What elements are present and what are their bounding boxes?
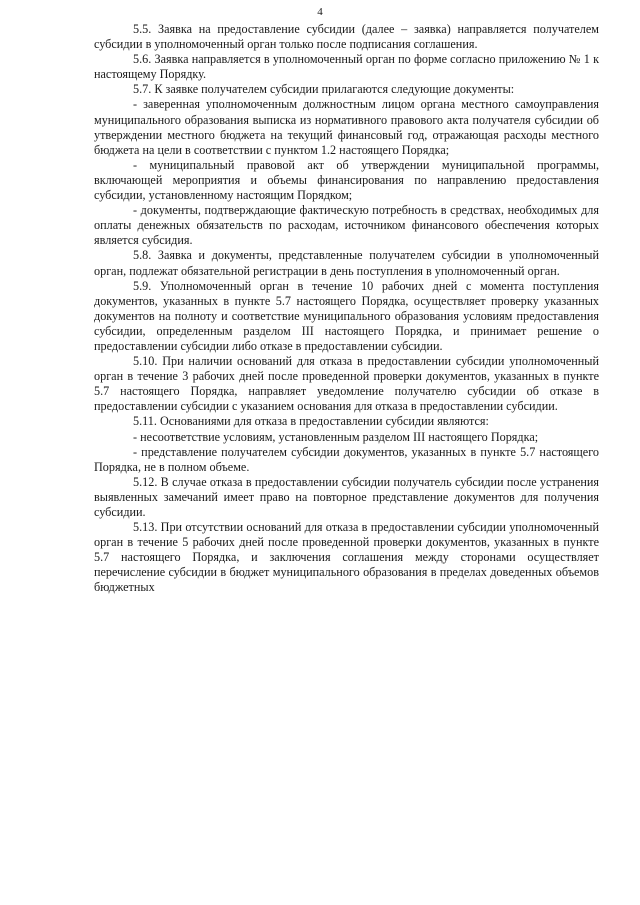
paragraph-5-9: 5.9. Уполномоченный орган в течение 10 рабочих дней с момента поступления документов, указанных в пункте 5.7 настоящего Порядка, осуществляет проверку указанных документов на полноту и соответствие муниципального образования условиям предоставления субсидии, определенным разделом III настоящего Порядка, и принимает решение о предоставлении субсидии либо отказе в предоставлении субсидии.: [94, 278, 599, 353]
paragraph-5-6: 5.6. Заявка направляется в уполномоченный орган по форме согласно приложению № 1 к настоящему Порядку.: [94, 52, 599, 82]
paragraph-5-8: 5.8. Заявка и документы, представленные получателем субсидии в уполномоченный орган, подлежат обязательной регистрации в день поступления в уполномоченный орган.: [94, 248, 599, 278]
list-item-incomplete-documents: - представление получателем субсидии документов, указанных в пункте 5.7 настоящего Порядка, не в полном объеме.: [94, 444, 599, 474]
list-item-budget-extract: - заверенная уполномоченным должностным лицом органа местного самоуправления муниципального образования выписка из нормативного правового акта получателя субсидии об утверждении местного бюджета на текущий финансовый год, отражающая расходы местного бюджета на цели в соответствии с пунктом 1.2 настоящего Порядка;: [94, 97, 599, 157]
list-item-municipal-program: - муниципальный правовой акт об утверждении муниципальной программы, включающей мероприятия и объемы финансирования по направлению предоставления субсидии, установленному настоящим Порядком;: [94, 157, 599, 203]
list-item-need-documents: - документы, подтверждающие фактическую потребность в средствах, необходимых для оплаты денежных обязательств по расходам, источником финансового обеспечения которых является субсидия.: [94, 203, 599, 248]
paragraph-5-5: 5.5. Заявка на предоставление субсидии (далее – заявка) направляется получателем субсидии в уполномоченный орган только после подписания соглашения.: [94, 22, 599, 52]
paragraph-5-13: 5.13. При отсутствии оснований для отказа в предоставлении субсидии уполномоченный орган в течение 5 рабочих дней после проведенной проверки документов, указанных в пункте 5.7 настоящего Порядка, и заключения соглашения между сторонами осуществляет перечисление субсидии в бюджет муниципального образования в пределах доведенных объемов бюджетных: [94, 520, 599, 595]
list-item-nonconformity: - несоответствие условиям, установленным разделом III настоящего Порядка;: [133, 429, 539, 444]
paragraph-5-11: 5.11. Основаниями для отказа в предоставлении субсидии являются:: [133, 414, 489, 429]
paragraph-5-10: 5.10. При наличии оснований для отказа в предоставлении субсидии уполномоченный орган в течение 3 рабочих дней после проведенной проверки документов, указанных в пункте 5.7 настоящего Порядка, направляет уведомление получателю субсидии об отказе в предоставлении субсидии с указанием основания для отказа в предоставлении субсидии.: [94, 354, 599, 414]
document-body: [94, 22, 599, 596]
paragraph-5-7: 5.7. К заявке получателем субсидии прилагаются следующие документы:: [133, 82, 515, 97]
page-number: 4: [317, 6, 323, 18]
paragraph-5-12: 5.12. В случае отказа в предоставлении субсидии получатель субсидии после устранения выявленных замечаний имеет право на повторное представление документов для получения субсидии.: [94, 474, 599, 519]
